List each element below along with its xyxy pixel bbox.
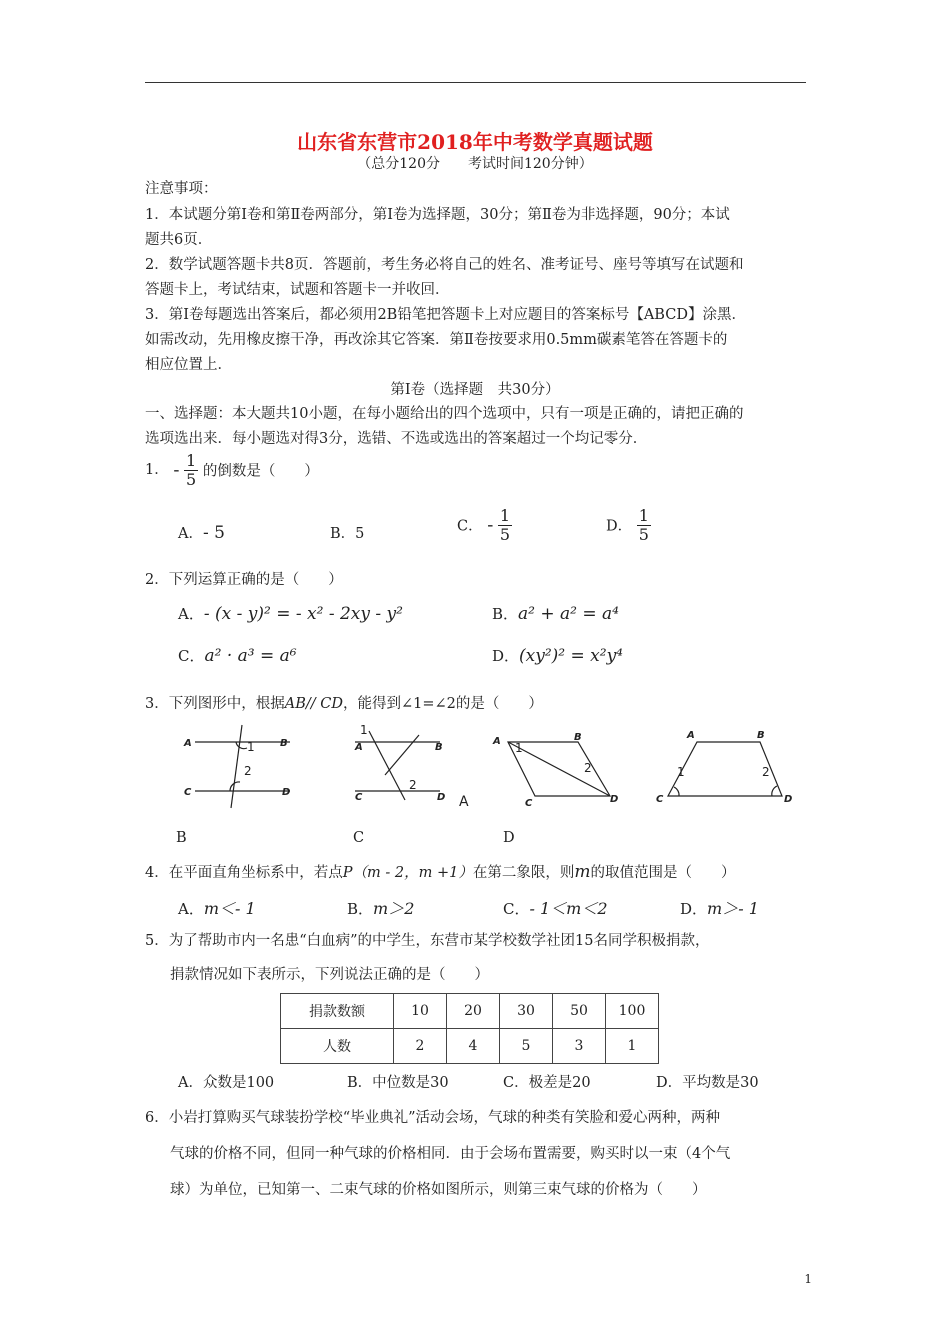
exam-info: （总分120分 考试时间120分钟） [357,156,593,172]
table-row [281,994,659,1029]
table-cell: 捐款数额 [281,994,394,1029]
notice-line: 2．数学试题答题卡共8页．答题前，考生务必将自己的姓名、准考证号、座号等填写在试题和 [145,257,744,273]
point-label: B [435,742,443,753]
fraction: $\frac{1}{5}$ [186,451,197,489]
q4-option-d: D．m＞- 1 [680,899,759,918]
angle-label: 2 [409,778,417,792]
notice-line: 相应位置上． [145,357,232,373]
minus-sign: - [173,459,180,481]
table-cell: 100 [606,994,659,1029]
q5-option-b: B．中位数是30 [347,1075,449,1091]
q2-option-d: D．(xy²)² = x²y⁴ [492,646,623,666]
angle-label: 2 [584,761,592,775]
notice-line: 如需改动，先用橡皮擦干净，再改涂其它答案．第Ⅱ卷按要求用0.5mm碳素笔答在答题卡的 [145,332,728,348]
q1-option-a: A．- 5 [178,523,225,543]
section-intro: 选项选出来．每小题选对得3分，选错、不选或选出的答案超过一个均记零分． [145,431,648,447]
transversal [385,735,419,775]
table-row [281,1029,659,1064]
question-2: 2．下列运算正确的是（ ） [145,572,343,588]
q4-option-a: A．m＜- 1 [178,899,256,918]
q2-option-b: B．a² + a² = a⁴ [492,604,619,624]
notice-line: 3．第Ⅰ卷每题选出答案后，都必须用2B铅笔把答题卡上对应题目的答案标号【ABCD】涂黑． [145,307,746,323]
notice-line: 答题卡上，考试结束，试题和答题卡一并收回． [145,282,450,298]
q3-figures [150,720,830,820]
angle-label: 2 [762,765,770,779]
q5-option-c: C．极差是20 [503,1075,591,1091]
point-label: B [757,730,765,741]
option-label: A [459,794,469,810]
table-cell: 3 [553,1029,606,1064]
page-title: 山东省东营市2018年中考数学真题试题 [297,130,653,154]
angle-label: 1 [677,765,685,779]
page-number: 1 [804,1272,812,1286]
table-cell: 30 [500,994,553,1029]
question-1 [145,452,319,488]
donation-table [280,993,659,1064]
q2-option-c: C．a² · a³ = a⁶ [178,646,297,666]
angle-arc [230,782,240,791]
question-6-cont: 球）为单位，已知第一、二束气球的价格如图所示，则第三束气球的价格为（ ） [170,1182,707,1198]
point-label: C [656,794,664,805]
angle-arc [772,786,777,796]
section-intro: 一、选择题：本大题共10小题，在每小题给出的四个选项中，只有一项是正确的，请把正确的 [145,406,744,422]
q3-option-label: C [353,830,365,846]
q4-option-c: C．- 1＜m＜2 [503,899,608,918]
transversal [231,725,242,808]
table-cell: 5 [500,1029,553,1064]
question-6-cont: 气球的价格不同，但同一种气球的价格相同．由于会场布置需要，购买时以一束（4个气 [170,1146,731,1162]
question-5-cont: 捐款情况如下表所示，下列说法正确的是（ ） [170,967,489,983]
point-label: C [355,792,363,803]
q3-option-label: D [503,830,515,846]
angle-label: 1 [515,741,523,755]
point-label: C [525,798,533,809]
q2-option-a: A．- (x - y)² = - x² - 2xy - y² [178,604,403,624]
transversal [369,731,405,800]
table-cell: 1 [606,1029,659,1064]
question-5: 5．为了帮助市内一名患“白血病”的中学生，东营市某学校数学社团15名同学积极捐款， [145,933,710,949]
diagonal [508,742,610,796]
q5-option-a: A．众数是100 [178,1075,275,1091]
point-label: A [687,730,695,741]
table-cell: 20 [447,994,500,1029]
angle-label: 1 [360,723,368,737]
angle-arc [674,787,679,796]
question-6: 6．小岩打算购买气球装扮学校“毕业典礼”活动会场，气球的种类有笑脸和爱心两种，两种 [145,1110,721,1126]
q1-option-d: D． $\frac{1}{5}$ [606,506,649,544]
angle-label: 2 [244,764,252,778]
table-cell: 人数 [281,1029,394,1064]
question-text: 的倒数是（ ） [202,463,319,480]
notice-line: 题共6页． [145,232,213,248]
q1-option-c: C． - $\frac{1}{5}$ [457,506,511,544]
point-label: D [610,794,619,805]
section-title: 第Ⅰ卷（选择题 共30分） [390,382,560,398]
question-number: 1． [145,462,169,479]
angle-label: 1 [247,740,255,754]
top-rule [145,82,806,83]
table-cell: 10 [394,994,447,1029]
point-label: D [282,787,291,798]
point-label: D [784,794,793,805]
notice-heading: 注意事项： [145,181,218,197]
question-3: 3．下列图形中，根据AB// CD，能得到∠1=∠2的是（ ） [145,696,543,712]
point-label: A [355,742,363,753]
point-label: D [437,792,446,803]
q5-option-d: D．平均数是30 [656,1075,759,1091]
table-cell: 2 [394,1029,447,1064]
point-label: A [493,736,501,747]
table-cell: 4 [447,1029,500,1064]
point-label: A [184,738,192,749]
point-label: B [574,732,582,743]
q3-option-label: B [176,830,187,846]
table-cell: 50 [553,994,606,1029]
question-4: 4．在平面直角坐标系中，若点P（m - 2，m +1）在第二象限，则m的取值范围是（ ） [145,862,736,882]
angle-arc [236,742,247,749]
point-label: C [184,787,192,798]
point-label: B [280,738,288,749]
notice-line: 1．本试题分第Ⅰ卷和第Ⅱ卷两部分，第Ⅰ卷为选择题，30分；第Ⅱ卷为非选择题，90分；本试 [145,207,730,223]
q4-option-b: B．m＞2 [347,899,415,918]
q1-option-b: B．5 [330,526,365,542]
